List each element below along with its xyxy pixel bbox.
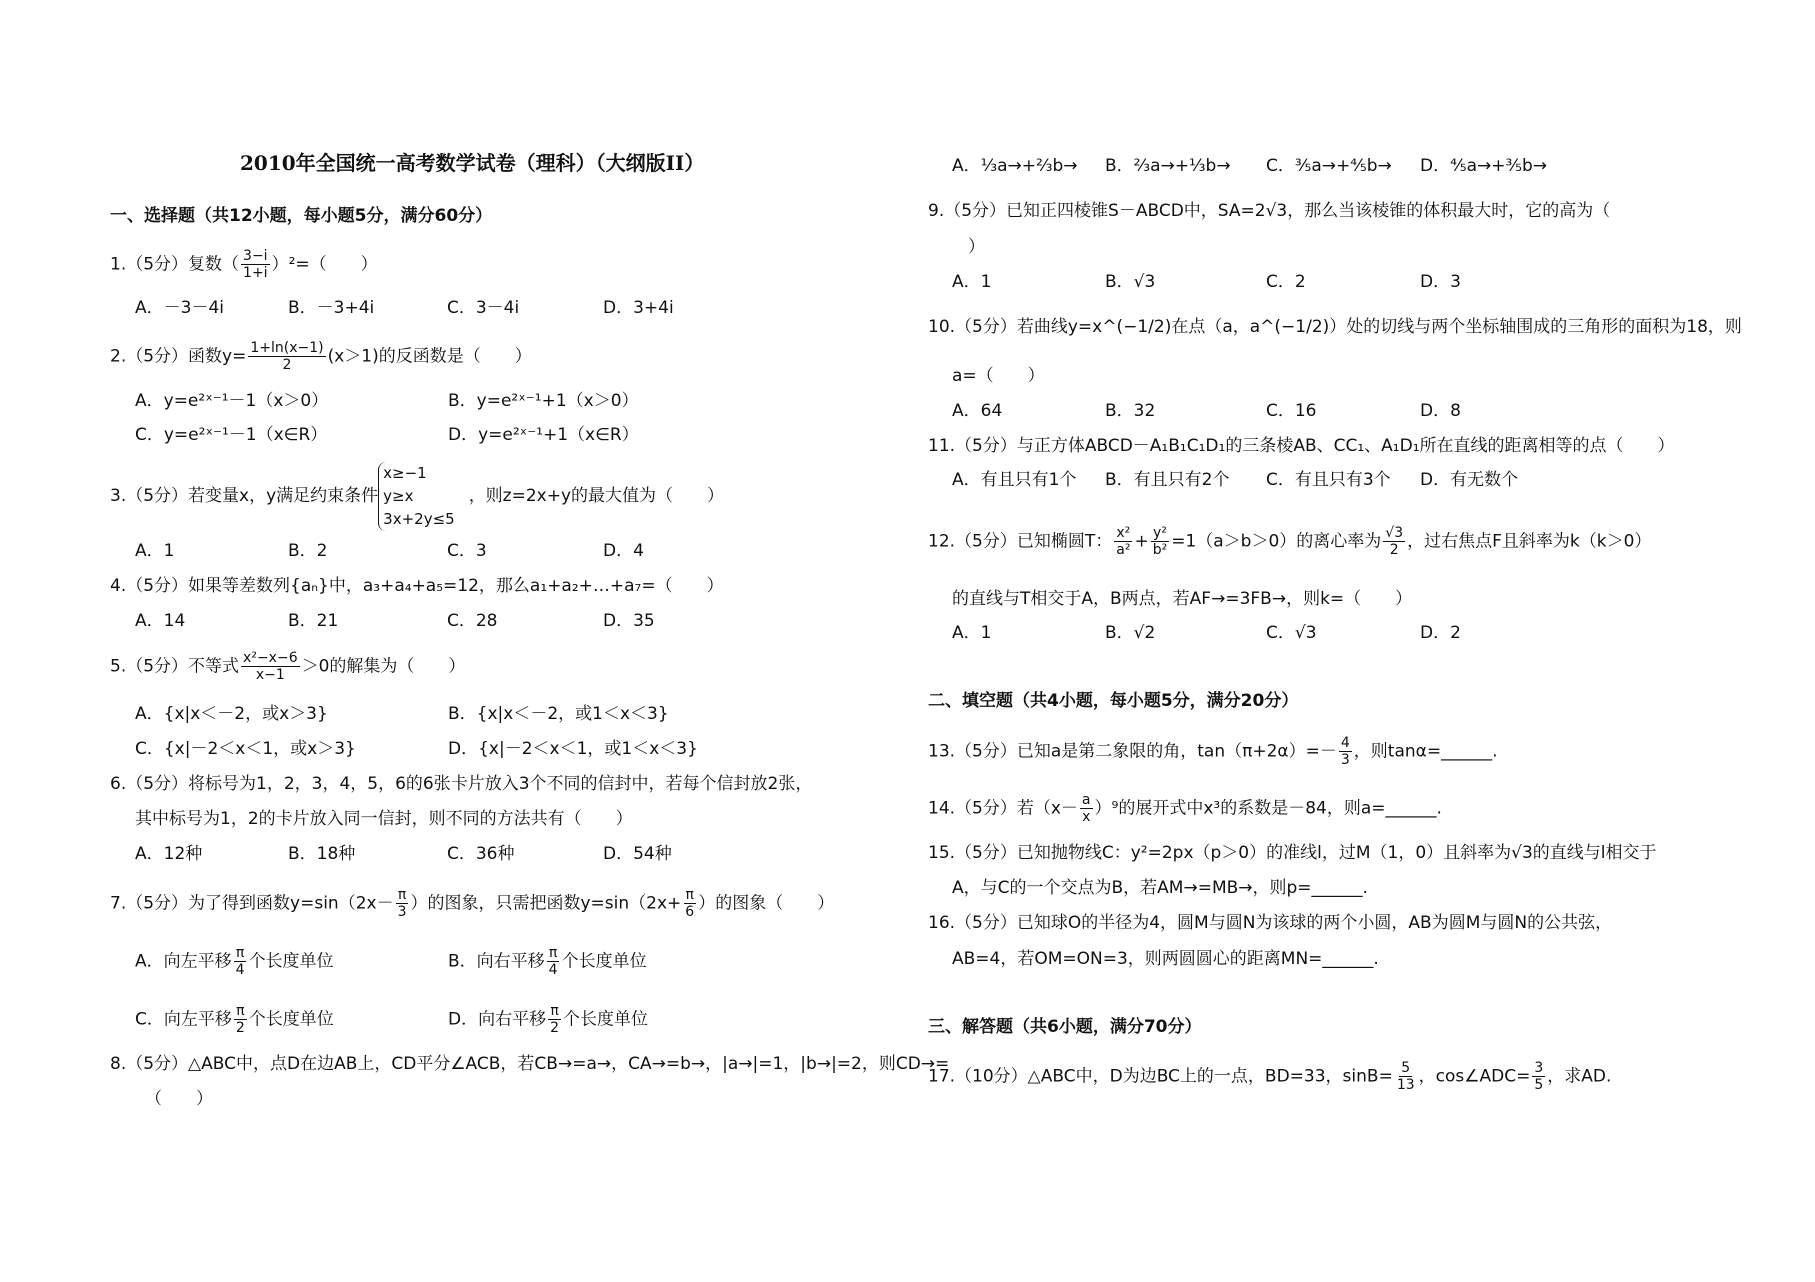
question-6-line-2: 其中标号为1，2的卡片放入同一信封，则不同的方法共有（ ）: [135, 809, 633, 829]
q6-option-c[interactable]: C．36种: [447, 844, 515, 864]
question-8-line-1: 8.（5分）△ABC中，点D在边AB上，CD平分∠ACB，若CB→=a→，CA→=b→，|a→|=1，|b→|=2，则CD→=: [110, 1054, 950, 1074]
q5-fraction: $\frac{\text{x²−x−6}}{x-1}$: [243, 650, 298, 683]
q3-constraint-3: 3x+2y≤5: [383, 509, 455, 528]
q12-option-c[interactable]: C．√3: [1266, 623, 1317, 643]
q9-option-a[interactable]: A．1: [952, 272, 992, 292]
q3-option-d[interactable]: D．4: [603, 541, 644, 561]
q4-option-a[interactable]: A．14: [135, 611, 186, 631]
q9-option-d[interactable]: D．3: [1420, 272, 1461, 292]
question-11: 11.（5分）与正方体ABCD－A₁B₁C₁D₁的三条棱AB、CC₁、A₁D₁所在直线的距离相等的点（ ）: [928, 436, 1675, 456]
question-2: [110, 340, 532, 373]
q2-suffix: (x＞1)的反函数是（ ）: [327, 346, 532, 367]
q2-option-a[interactable]: A．y=e²ˣ⁻¹－1（x＞0）: [135, 391, 329, 411]
q4-option-b[interactable]: B．21: [288, 611, 339, 631]
q6-option-a[interactable]: A．12种: [135, 844, 203, 864]
q11-option-c[interactable]: C．有且只有3个: [1266, 470, 1391, 490]
question-4: 4.（5分）如果等差数列{aₙ}中，a₃+a₄+a₅=12，那么a₁+a₂+…+a₇=（ ）: [110, 576, 724, 596]
q2-fraction: $\frac{1+\ln(x-1)}{2}$: [250, 340, 324, 373]
q3-option-c[interactable]: C．3: [447, 541, 487, 561]
section-heading-fill: 二、填空题（共4小题，每小题5分，满分20分）: [928, 691, 1299, 711]
question-17: 17.（10分）△ABC中，D为边BC上的一点，BD=33，sinB= $\frac{5}{13}$ ，cos∠ADC= $\frac{3}{5}$ ，求AD.: [928, 1060, 1612, 1093]
q3-constraint-2: y≥x: [383, 486, 414, 505]
q1-option-c[interactable]: C．3－4i: [447, 298, 520, 318]
question-15-line-1: 15.（5分）已知抛物线C：y²=2px（p＞0）的准线l，过M（1，0）且斜率为√3的直线与l相交于: [928, 843, 1657, 863]
q1-fraction: $\frac{3-i}{1+i}$: [243, 248, 268, 281]
q2-prefix: 2.（5分）函数y=: [110, 346, 247, 367]
q5-option-d[interactable]: D．{x|－2＜x＜1，或1＜x＜3}: [448, 739, 698, 759]
q3-option-a[interactable]: A．1: [135, 541, 175, 561]
q3-constraint-1: x≥−1: [383, 463, 427, 482]
question-1: [110, 248, 378, 281]
q12-option-d[interactable]: D．2: [1420, 623, 1461, 643]
question-16-line-2: AB=4，若OM=ON=3，则两圆圆心的距离MN=______.: [952, 949, 1379, 969]
q3-option-b[interactable]: B．2: [288, 541, 328, 561]
q2-option-c[interactable]: C．y=e²ˣ⁻¹－1（x∈R）: [135, 425, 328, 445]
section-heading-answer: 三、解答题（共6小题，满分70分）: [928, 1017, 1202, 1037]
q5-option-b[interactable]: B．{x|x＜－2，或1＜x＜3}: [448, 704, 669, 724]
question-5: [110, 650, 465, 683]
question-14: 14.（5分）若（x－ $\frac{a}{x}$ ）⁹的展开式中x³的系数是－84，则a=______.: [928, 792, 1442, 825]
q2-option-b[interactable]: B．y=e²ˣ⁻¹+1（x＞0）: [448, 391, 639, 411]
question-8-line-2: （ ）: [145, 1089, 213, 1109]
section-heading-choice: 一、选择题（共12小题，每小题5分，满分60分）: [110, 206, 493, 226]
q9-option-b[interactable]: B．√3: [1105, 272, 1156, 292]
q7-option-b[interactable]: B．向右平移 $\frac{\pi}{4}$ 个长度单位: [448, 945, 647, 978]
question-15-line-2: A，与C的一个交点为B，若AM→=MB→，则p=______.: [952, 878, 1368, 898]
q11-option-a[interactable]: A．有且只有1个: [952, 470, 1077, 490]
question-12-line-1: 12.（5分）已知椭圆T： $\frac{\text{x²}}{\text{a²}}$ + $\frac{\text{y²}}{\text{b²}}$ =1（a＞b＞0）的离心率为 $\frac{√3}{2}$ ，过右焦点F且斜率为k（k＞0）: [928, 525, 1652, 558]
question-13: 13.（5分）已知a是第二象限的角，tan（π+2α）=－ $\frac{4}{3}$ ，则tanα=______.: [928, 735, 1498, 768]
q3-prefix: 3.（5分）若变量x，y满足约束条件: [110, 486, 379, 506]
question-10-line-2: a=（ ）: [952, 366, 1045, 386]
q6-option-b[interactable]: B．18种: [288, 844, 356, 864]
q1-option-a[interactable]: A．－3－4i: [135, 298, 224, 318]
q11-option-d[interactable]: D．有无数个: [1420, 470, 1519, 490]
question-9-line-2: ）: [968, 237, 985, 257]
q11-option-b[interactable]: B．有且只有2个: [1105, 470, 1230, 490]
question-16-line-1: 16.（5分）已知球O的半径为4，圆M与圆N为该球的两个小圆，AB为圆M与圆N的公共弦，: [928, 913, 1613, 933]
q1-prefix: 1.（5分）复数（: [110, 254, 240, 275]
question-10-line-1: 10.（5分）若曲线y=x^(−1/2)在点（a，a^(−1/2)）处的切线与两个坐标轴围成的三角形的面积为18，则: [928, 317, 1742, 337]
q1-option-d[interactable]: D．3+4i: [603, 298, 674, 318]
q12-option-b[interactable]: B．√2: [1105, 623, 1156, 643]
q2-option-d[interactable]: D．y=e²ˣ⁻¹+1（x∈R）: [448, 425, 639, 445]
q6-option-d[interactable]: D．54种: [603, 844, 672, 864]
q9-option-c[interactable]: C．2: [1266, 272, 1306, 292]
q10-option-d[interactable]: D．8: [1420, 401, 1461, 421]
q8-option-b[interactable]: B．⅔a→+⅓b→: [1105, 156, 1231, 176]
q5-option-c[interactable]: C．{x|－2＜x＜1，或x＞3}: [135, 739, 356, 759]
q4-option-c[interactable]: C．28: [447, 611, 498, 631]
q5-option-a[interactable]: A．{x|x＜－2，或x＞3}: [135, 704, 328, 724]
question-7: 7.（5分）为了得到函数y=sin（2x－ $\frac{\pi}{3}$ ）的图象，只需把函数y=sin（2x+ $\frac{\pi}{6}$ ）的图象（ ）: [110, 887, 835, 920]
q10-option-b[interactable]: B．32: [1105, 401, 1156, 421]
q7-option-c[interactable]: C．向左平移 $\frac{\pi}{2}$ 个长度单位: [135, 1003, 334, 1036]
q7-option-a[interactable]: A．向左平移 $\frac{\pi}{4}$ 个长度单位: [135, 945, 334, 978]
q5-suffix: ＞0的解集为（ ）: [301, 656, 466, 677]
question-3: [110, 458, 724, 534]
q8-option-d[interactable]: D．⅘a→+⅗b→: [1420, 156, 1547, 176]
q7-option-d[interactable]: D．向右平移 $\frac{\pi}{2}$ 个长度单位: [448, 1003, 649, 1036]
q8-option-a[interactable]: A．⅓a→+⅔b→: [952, 156, 1078, 176]
q4-option-d[interactable]: D．35: [603, 611, 655, 631]
q1-option-b[interactable]: B．－3+4i: [288, 298, 375, 318]
q8-option-c[interactable]: C．⅗a→+⅘b→: [1266, 156, 1392, 176]
q10-option-a[interactable]: A．64: [952, 401, 1003, 421]
q1-suffix: ）²=（ ）: [271, 254, 378, 275]
q5-prefix: 5.（5分）不等式: [110, 656, 240, 677]
q12-option-a[interactable]: A．1: [952, 623, 992, 643]
q3-suffix: ，则z=2x+y的最大值为（ ）: [468, 486, 725, 506]
q10-option-c[interactable]: C．16: [1266, 401, 1317, 421]
question-9-line-1: 9.（5分）已知正四棱锥S－ABCD中，SA=2√3，那么当该棱锥的体积最大时，它的高为（: [928, 201, 1611, 221]
page-title: 2010年全国统一高考数学试卷（理科）（大纲版II）: [240, 151, 705, 175]
question-6-line-1: 6.（5分）将标号为1，2，3，4，5，6的6张卡片放入3个不同的信封中，若每个信封放2张，: [110, 774, 813, 794]
q3-constraint-system: [378, 462, 455, 531]
question-12-line-2: 的直线与T相交于A，B两点，若AF→=3FB→，则k=（ ）: [952, 589, 1413, 609]
